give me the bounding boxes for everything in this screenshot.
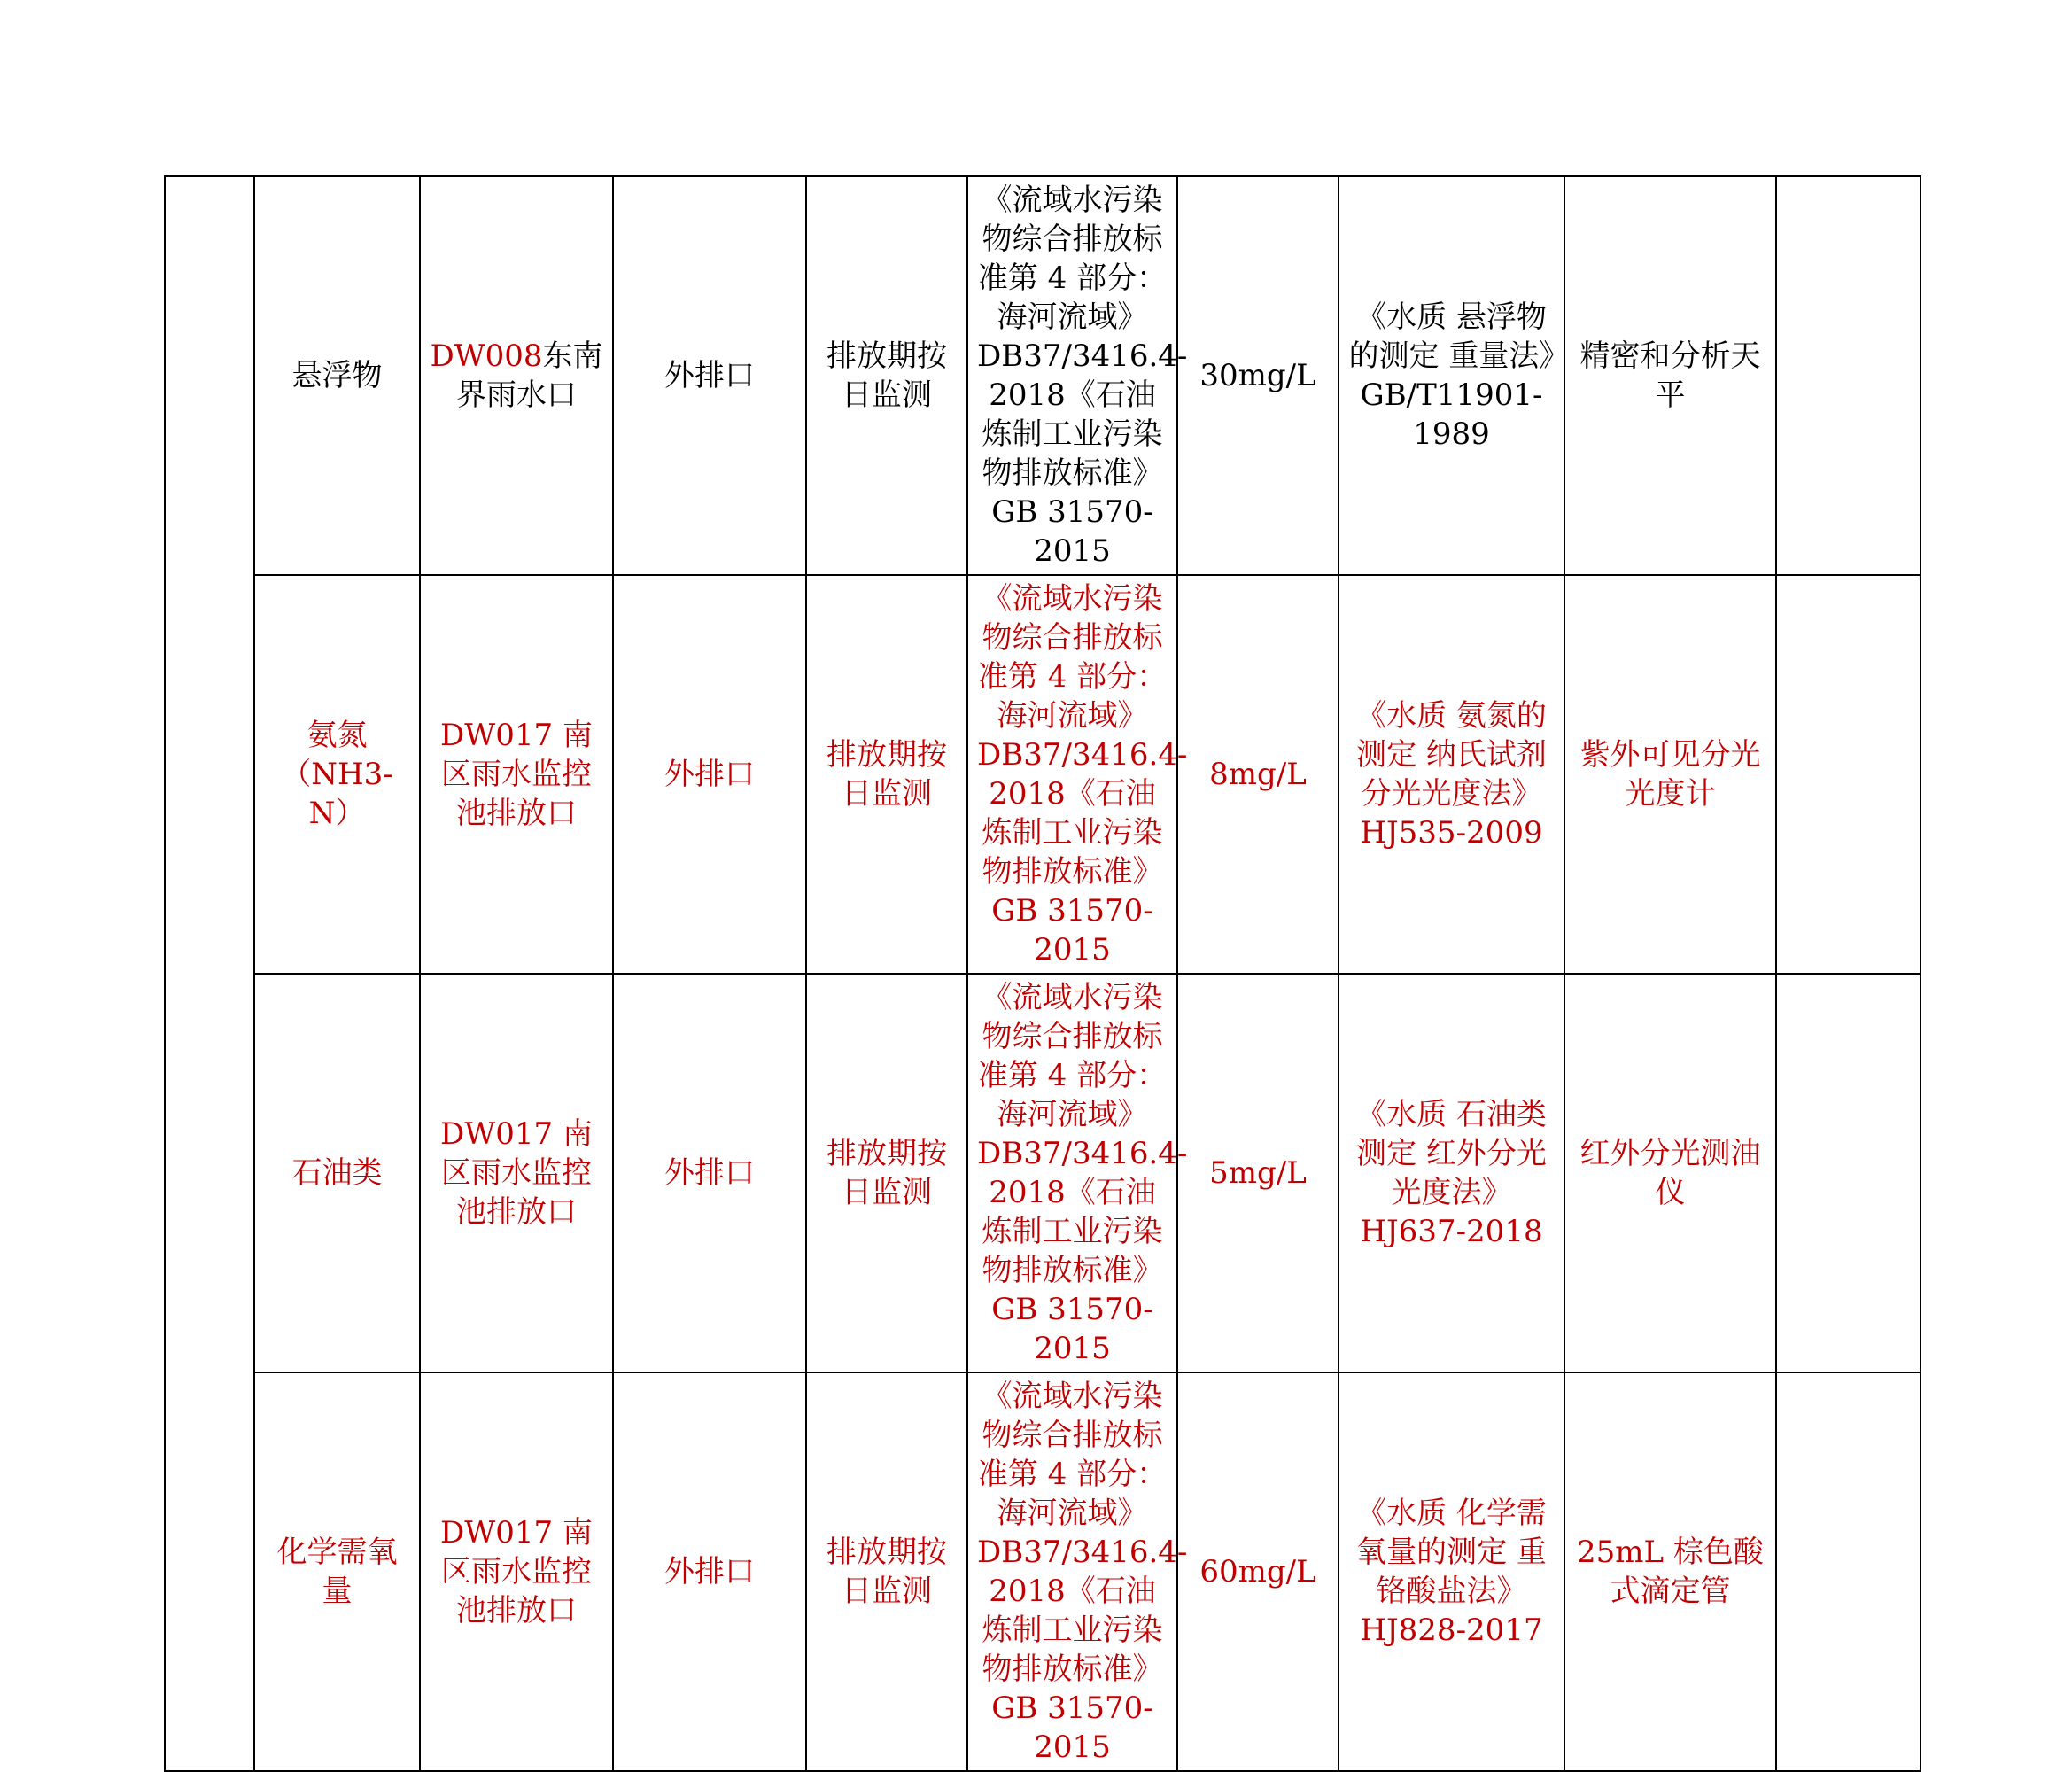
standard-cell: 《流域水污染物综合排放标准第 4 部分：海河流域》DB37/3416.4-2018《石油炼制工业污染物排放标准》GB 31570-2015 [967,1372,1177,1771]
frequency-cell: 排放期按日监测 [806,176,967,575]
method-cell: 《水质 氨氮的测定 纳氏试剂分光光度法》HJ535-2009 [1339,575,1564,974]
parameter-cell: 悬浮物 [254,176,420,575]
limit-cell: 30mg/L [1177,176,1339,575]
point-code: DW008 [430,338,543,374]
outlet-type-cell: 外排口 [613,575,806,974]
point-code: DW017 [440,718,554,753]
empty-cell [1776,176,1921,575]
instrument-cell: 紫外可见分光光度计 [1564,575,1776,974]
monitoring-point-cell [420,1372,613,1771]
standard-cell: 《流域水污染物综合排放标准第 4 部分：海河流域》DB37/3416.4-2018《石油炼制工业污染物排放标准》GB 31570-2015 [967,974,1177,1372]
standard-cell: 《流域水污染物综合排放标准第 4 部分：海河流域》DB37/3416.4-2018《石油炼制工业污染物排放标准》GB 31570-2015 [967,575,1177,974]
merged-empty-cell [165,176,254,1771]
standard-cell: 《流域水污染物综合排放标准第 4 部分：海河流域》DB37/3416.4-2018《石油炼制工业污染物排放标准》GB 31570-2015 [967,176,1177,575]
point-name: 南区雨水监控池排放口 [441,1515,593,1628]
table-row [165,176,1921,575]
point-code: DW017 [440,1515,554,1550]
limit-cell: 60mg/L [1177,1372,1339,1771]
monitoring-point-cell [420,974,613,1372]
point-code: DW017 [440,1116,554,1152]
instrument-cell: 精密和分析天平 [1564,176,1776,575]
limit-cell: 5mg/L [1177,974,1339,1372]
table-row [165,974,1921,1372]
parameter-cell: 化学需氧量 [254,1372,420,1771]
outlet-type-cell: 外排口 [613,176,806,575]
empty-cell [1776,1372,1921,1771]
parameter-cell: 氨氮（NH3-N） [254,575,420,974]
table-row [165,575,1921,974]
empty-cell [1776,974,1921,1372]
method-cell: 《水质 悬浮物的测定 重量法》GB/T11901-1989 [1339,176,1564,575]
limit-cell: 8mg/L [1177,575,1339,974]
point-name: 东南界雨水口 [456,338,603,413]
monitoring-point-cell [420,575,613,974]
parameter-cell: 石油类 [254,974,420,1372]
monitoring-point-cell [420,176,613,575]
outlet-type-cell: 外排口 [613,1372,806,1771]
instrument-cell: 红外分光测油仪 [1564,974,1776,1372]
table-row [165,1372,1921,1771]
frequency-cell: 排放期按日监测 [806,974,967,1372]
frequency-cell: 排放期按日监测 [806,575,967,974]
empty-cell [1776,575,1921,974]
point-name: 南区雨水监控池排放口 [441,718,593,831]
instrument-cell: 25mL 棕色酸式滴定管 [1564,1372,1776,1771]
outlet-type-cell: 外排口 [613,974,806,1372]
point-name: 南区雨水监控池排放口 [441,1116,593,1230]
frequency-cell: 排放期按日监测 [806,1372,967,1771]
monitoring-table [164,175,1921,1772]
method-cell: 《水质 化学需氧量的测定 重铬酸盐法》HJ828-2017 [1339,1372,1564,1771]
method-cell: 《水质 石油类测定 红外分光光度法》HJ637-2018 [1339,974,1564,1372]
